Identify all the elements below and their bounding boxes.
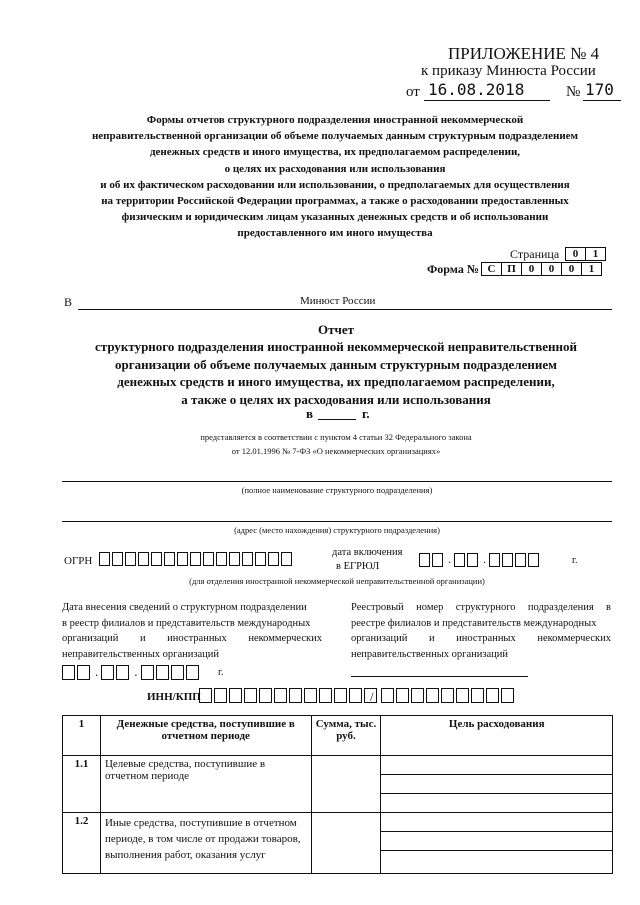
inn-cell[interactable] (199, 688, 212, 703)
foreign-org-caption: (для отделения иностранной некоммерческой неправительственной организации) (189, 576, 485, 586)
ogrn-cell[interactable] (242, 552, 253, 566)
ogrn-cell[interactable] (164, 552, 175, 566)
registry-left-text (62, 600, 322, 662)
date-cell[interactable] (101, 665, 114, 680)
row-text: Целевые средства, поступившие в отчетном периоде (100, 756, 311, 813)
table-header-row (63, 716, 613, 756)
ogrn-cell[interactable] (151, 552, 162, 566)
address-line (62, 521, 612, 522)
kpp-cell[interactable] (411, 688, 424, 703)
full-name-line (62, 481, 612, 482)
inn-cell[interactable] (244, 688, 257, 703)
inn-boxes[interactable] (199, 688, 379, 703)
order-date-underline (424, 100, 550, 101)
inn-cell[interactable] (289, 688, 302, 703)
recipient-prefix: В (64, 295, 73, 309)
ogrn-cell[interactable] (216, 552, 227, 566)
date-cell[interactable] (116, 665, 129, 680)
row-text: Иные средства, поступившие в отчетном периоде, в том числе от продажи товаров, выполнения работ, оказания услуг (100, 813, 311, 874)
registry-left-line: организаций и иностранных некоммерческих (62, 633, 322, 644)
forms-heading-line: неправительственной организации об объеме получаемых данным структурным подразделением (91, 130, 579, 143)
recipient-name: Минюст России (300, 295, 376, 307)
header-funds: Денежные средства, поступившие в отчетном периоде (100, 716, 311, 756)
forms-heading (60, 112, 610, 242)
kpp-boxes[interactable] (381, 688, 516, 703)
kpp-cell[interactable] (471, 688, 484, 703)
inn-cell[interactable] (304, 688, 317, 703)
registry-date-suffix: г. (218, 667, 224, 678)
inn-kpp-separator: / (370, 689, 374, 704)
page-number-boxes (566, 247, 606, 261)
order-number: 170 (585, 80, 614, 99)
forms-heading-line: физическим и юридическим лицам указанных денежных средств и об использовании (121, 211, 549, 224)
page-label: Страница (510, 247, 560, 261)
registry-right-line: Реестровый номер структурного подразделения в (351, 602, 611, 613)
ogrn-cell[interactable] (190, 552, 201, 566)
date-cell[interactable] (62, 665, 75, 680)
report-year-suffix: г. (362, 406, 370, 421)
table-row (63, 756, 613, 813)
ogrn-date-label-1: дата включения (332, 547, 403, 558)
row-sum-cell[interactable] (311, 813, 381, 874)
appendix-title: ПРИЛОЖЕНИЕ № 4 (448, 44, 600, 63)
inn-cell[interactable] (229, 688, 242, 703)
date-cell[interactable] (489, 553, 500, 567)
header-purpose: Цель расходования (381, 716, 613, 756)
forms-heading-line: предоставленного им иного имущества (237, 227, 433, 240)
date-cell[interactable] (77, 665, 90, 680)
date-cell[interactable] (502, 553, 513, 567)
date-cell[interactable] (432, 553, 443, 567)
registry-right-text (351, 600, 611, 662)
kpp-cell[interactable] (456, 688, 469, 703)
legal-basis-line: представляется в соответствии с пунктом 4 статьи 32 Федерального закона (200, 432, 472, 442)
forms-heading-line: Формы отчетов структурного подразделения иностранной некоммерческой (146, 114, 524, 126)
date-cell[interactable] (515, 553, 526, 567)
registry-right-line: неправительственных организаций (351, 648, 509, 660)
order-from-label: от (406, 84, 420, 100)
kpp-cell[interactable] (486, 688, 499, 703)
ogrn-cell[interactable] (203, 552, 214, 566)
legal-basis-line: от 12.01.1996 № 7-ФЗ «О некоммерческих организациях» (231, 446, 441, 456)
date-dot: . (95, 664, 99, 679)
order-number-underline (583, 100, 621, 101)
date-cell[interactable] (156, 665, 169, 680)
report-subtitle-line: а также о целях их расходования или использования (181, 391, 491, 407)
report-subtitle (60, 338, 612, 408)
page-digit: 0 (565, 247, 586, 261)
inn-cell[interactable] (334, 688, 347, 703)
registry-left-line: неправительственных организаций (62, 648, 220, 660)
egrul-date-boxes[interactable] (419, 552, 541, 567)
date-cell[interactable] (528, 553, 539, 567)
ogrn-cell[interactable] (255, 552, 266, 566)
date-cell[interactable] (186, 665, 199, 680)
form-code-char: 0 (541, 262, 562, 276)
form-code-char: 1 (581, 262, 602, 276)
order-date: 16.08.2018 (428, 80, 525, 99)
inn-cell[interactable] (349, 688, 362, 703)
row-purpose-cell[interactable] (381, 813, 613, 874)
form-label: Форма № (427, 262, 479, 276)
date-cell[interactable] (419, 553, 430, 567)
ogrn-cell[interactable] (281, 552, 292, 566)
ogrn-boxes[interactable] (99, 552, 294, 566)
forms-heading-line: денежных средств и иного имущества, их предполагаемом распределении, (149, 146, 521, 159)
row-purpose-cell[interactable] (381, 756, 613, 813)
row-num: 1.1 (63, 756, 101, 813)
ogrn-cell[interactable] (112, 552, 123, 566)
address-caption: (адрес (место нахождения) структурного подразделения) (234, 525, 440, 535)
report-subtitle-line: денежных средств и иного имущества, их предполагаемом распределении, (117, 374, 555, 389)
form-code-char: П (501, 262, 522, 276)
form-code-boxes (482, 262, 602, 276)
registry-left-line: в реестр филиалов и представительств международных (62, 617, 311, 629)
ogrn-cell[interactable] (125, 552, 136, 566)
inn-kpp-label: ИНН/КПП (147, 691, 201, 703)
inn-cell[interactable] (319, 688, 332, 703)
registry-date-boxes[interactable] (62, 664, 201, 680)
ogrn-cell[interactable] (229, 552, 240, 566)
report-year-in: в (306, 406, 314, 421)
date-cell[interactable] (141, 665, 154, 680)
ogrn-cell[interactable] (99, 552, 110, 566)
kpp-cell[interactable] (426, 688, 439, 703)
date-dot: . (134, 664, 138, 679)
legal-basis (60, 430, 612, 458)
date-cell[interactable] (467, 553, 478, 567)
header-num: 1 (63, 716, 101, 756)
forms-heading-line: на территории Российской Федерации программах, а также о расходовании предоставленных (101, 195, 569, 208)
report-subtitle-line: структурного подразделения иностранной некоммерческой неправительственной (95, 339, 577, 354)
egrul-date-suffix: г. (572, 555, 578, 566)
kpp-cell[interactable] (396, 688, 409, 703)
funds-table (62, 715, 613, 874)
forms-heading-line: о целях их расходования или использования (224, 162, 446, 175)
form-code-char: 0 (561, 262, 582, 276)
order-number-label: № (566, 84, 581, 100)
form-code-char: 0 (521, 262, 542, 276)
kpp-cell[interactable] (441, 688, 454, 703)
registry-left-line: Дата внесения сведений о структурном подразделении (62, 602, 307, 613)
registry-number-line (351, 676, 528, 677)
recipient-line (78, 309, 612, 310)
page-digit: 1 (585, 247, 606, 261)
date-cell[interactable] (171, 665, 184, 680)
ogrn-cell[interactable] (177, 552, 188, 566)
ogrn-cell[interactable] (268, 552, 279, 566)
report-year-line (318, 419, 356, 420)
full-name-caption: (полное наименование структурного подразделения) (241, 485, 433, 495)
form-code-char: С (481, 262, 502, 276)
date-dot: . (448, 552, 451, 566)
report-title: Отчет (318, 322, 354, 337)
date-dot: . (483, 552, 486, 566)
registry-right-line: реестре филиалов и представительств международных (351, 617, 597, 629)
inn-cell[interactable] (214, 688, 227, 703)
table-row (63, 813, 613, 874)
ogrn-cell[interactable] (138, 552, 149, 566)
ogrn-label: ОГРН (64, 555, 93, 567)
kpp-cell[interactable] (501, 688, 514, 703)
inn-cell[interactable] (274, 688, 287, 703)
report-subtitle-line: организации об объеме получаемых данным структурным подразделением (115, 356, 557, 372)
row-num: 1.2 (63, 813, 101, 874)
inn-cell[interactable] (259, 688, 272, 703)
row-sum-cell[interactable] (311, 756, 381, 813)
forms-heading-line: и об их фактическом расходовании или использовании, о предполагаемых для осуществления (100, 178, 570, 191)
registry-right-line: организаций и иностранных некоммерческих (351, 633, 611, 644)
date-cell[interactable] (454, 553, 465, 567)
appendix-order-line: к приказу Минюста России (421, 63, 596, 79)
kpp-cell[interactable] (381, 688, 394, 703)
ogrn-date-label-2: в ЕГРЮЛ (336, 561, 380, 572)
header-sum: Сумма, тыс. руб. (311, 716, 381, 756)
